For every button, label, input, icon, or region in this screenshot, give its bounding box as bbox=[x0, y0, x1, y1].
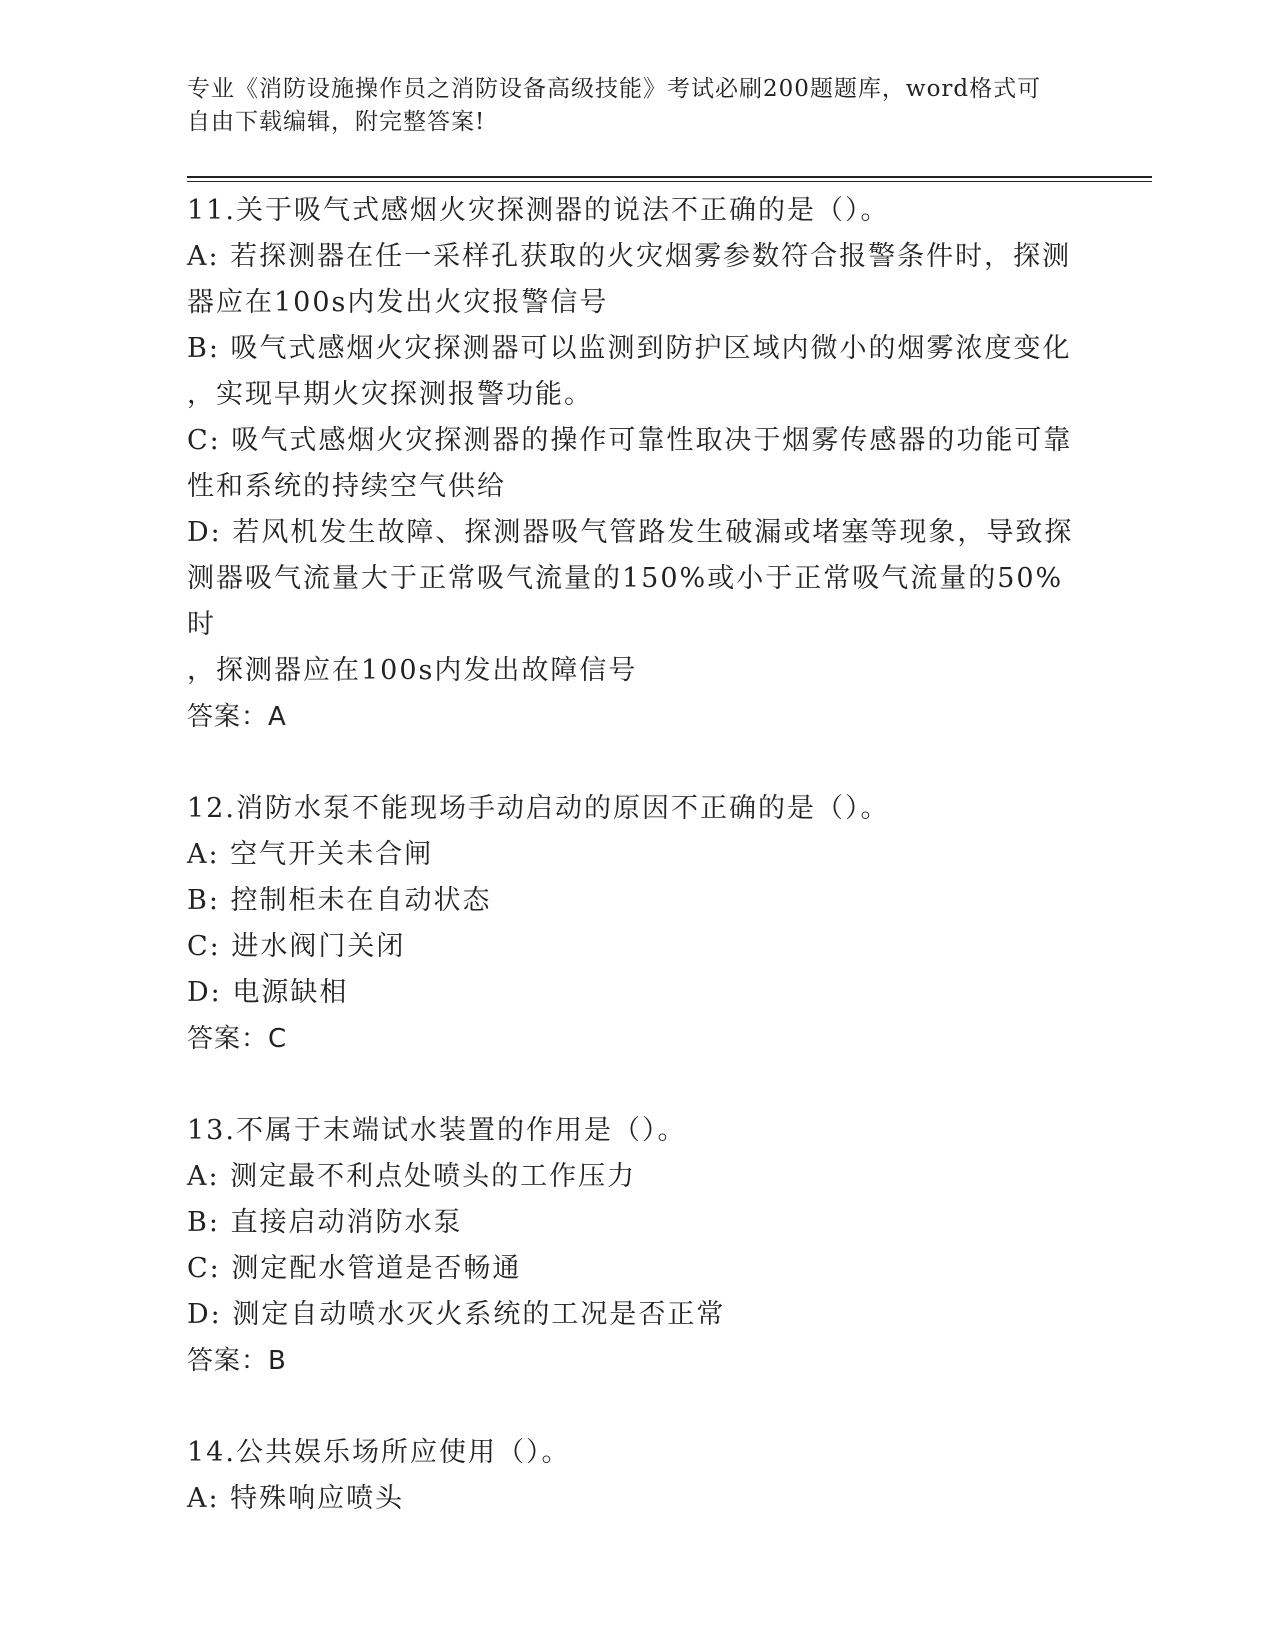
option-line: D: 若风机发生故障、探测器吸气管路发生破漏或堵塞等现象，导致探 bbox=[187, 517, 1074, 548]
option-line: ，实现早期火灾探测报警功能。 bbox=[187, 379, 593, 410]
option-line: 测器吸气流量大于正常吸气流量的150%或小于正常吸气流量的50%时 bbox=[187, 563, 1064, 640]
option-line: D: 电源缺相 bbox=[187, 977, 349, 1008]
option-line: D: 测定自动喷水灭火系统的工况是否正常 bbox=[187, 1299, 726, 1330]
option-line: C: 进水阀门关闭 bbox=[187, 931, 406, 962]
option-line: 性和系统的持续空气供给 bbox=[187, 471, 506, 502]
option-line: ，探测器应在100s内发出故障信号 bbox=[187, 655, 638, 686]
option-line: B: 控制柜未在自动状态 bbox=[187, 885, 492, 916]
option-line: 器应在100s内发出火灾报警信号 bbox=[187, 287, 609, 318]
option-line: A: 空气开关未合闸 bbox=[187, 839, 434, 870]
question-title: 11.关于吸气式感烟火灾探测器的说法不正确的是（）。 bbox=[187, 195, 890, 226]
option-line: C: 测定配水管道是否畅通 bbox=[187, 1253, 522, 1284]
page-header bbox=[187, 73, 1087, 139]
question-title: 14.公共娱乐场所应使用（）。 bbox=[187, 1437, 571, 1468]
question-title: 12.消防水泵不能现场手动启动的原因不正确的是（）。 bbox=[187, 793, 890, 824]
question-14 bbox=[187, 1430, 1087, 1522]
header-line: 专业《消防设施操作员之消防设备高级技能》考试必刷200题题库，word格式可 bbox=[187, 76, 1042, 102]
option-line: A: 测定最不利点处喷头的工作压力 bbox=[187, 1161, 637, 1192]
option-line: A: 若探测器在任一采样孔获取的火灾烟雾参数符合报警条件时，探测 bbox=[187, 241, 1072, 272]
answer-label: 答案：C bbox=[187, 1024, 288, 1054]
option-line: A: 特殊响应喷头 bbox=[187, 1483, 405, 1514]
question-12 bbox=[187, 786, 1087, 1062]
question-13 bbox=[187, 1108, 1087, 1384]
answer-label: 答案：A bbox=[187, 702, 287, 732]
header-divider bbox=[187, 176, 1152, 182]
question-title: 13.不属于末端试水装置的作用是（）。 bbox=[187, 1115, 687, 1146]
option-line: C: 吸气式感烟火灾探测器的操作可靠性取决于烟雾传感器的功能可靠 bbox=[187, 425, 1073, 456]
header-line: 自由下载编辑，附完整答案! bbox=[187, 109, 486, 135]
option-line: B: 直接启动消防水泵 bbox=[187, 1207, 463, 1238]
question-11 bbox=[187, 188, 1087, 740]
question-list bbox=[187, 188, 1087, 1568]
answer-label: 答案：B bbox=[187, 1346, 287, 1376]
option-line: B: 吸气式感烟火灾探测器可以监测到防护区域内微小的烟雾浓度变化 bbox=[187, 333, 1072, 364]
